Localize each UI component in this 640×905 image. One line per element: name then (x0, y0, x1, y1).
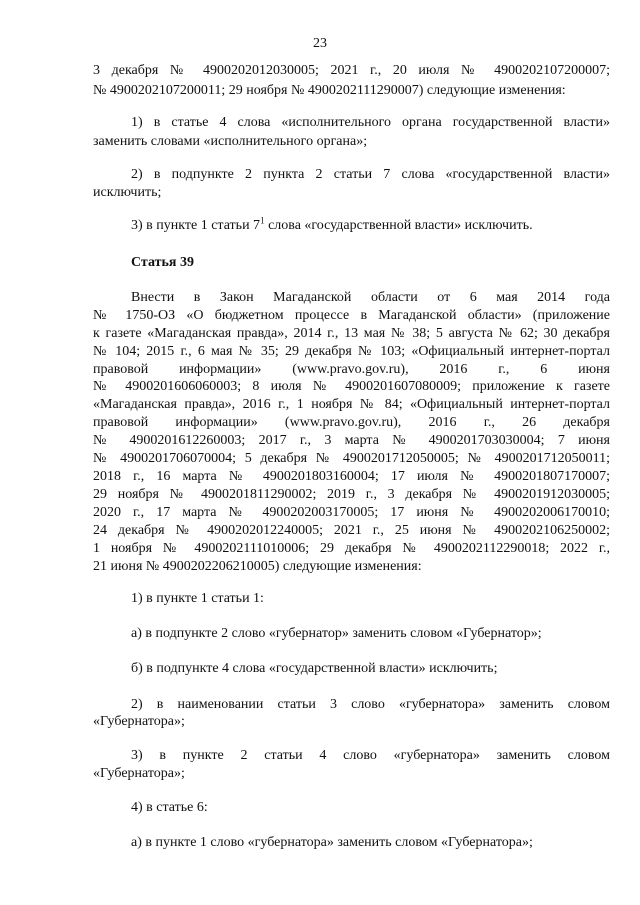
text-line: а) в подпункте 2 слово «губернатор» заменить словом «Губернатор»; (131, 626, 542, 641)
text-line: к газете «Магаданская правда», 2014 г., 13 мая № 38; 5 августа № 62; 30 декабря (93, 326, 610, 341)
text-line: 3) в пункте 2 статьи 4 слово «губернатора» заменить словом (131, 748, 610, 763)
text-line: заменить словами «исполнительного органа»; (93, 134, 368, 149)
superscript: 1 (260, 215, 265, 226)
text-line: б) в подпункте 4 слова «государственной власти» исключить; (131, 661, 498, 676)
text-line: 3 декабря № 4900202012030005; 2021 г., 20 июля № 4900202107200007; (93, 63, 610, 78)
page-number: 23 (313, 36, 327, 51)
text-line: а) в пункте 1 слово «губернатора» заменить словом «Губернатора»; (131, 835, 533, 850)
text-line: 4) в статье 6: (131, 800, 208, 815)
text-line: 2) в наименовании статьи 3 слово «губернатора» заменить словом (131, 697, 610, 712)
text-line: № 4900201606060003; 8 июля № 4900201607080009; приложение к газете (93, 379, 610, 394)
text-fragment: 3) в пункте 1 статьи 7 (131, 218, 261, 233)
text-line: 21 июня № 4900202206210005) следующие изменения: (93, 559, 422, 574)
text-line: 1) в пункте 1 статьи 1: (131, 591, 264, 606)
text-line: исключить; (93, 185, 162, 200)
text-line: «Губернатора»; (93, 714, 185, 729)
text-line: № 4900201612260003; 2017 г., 3 марта № 4900201703030004; 7 июня (93, 433, 610, 448)
text-line: 1 ноября № 4900202111010006; 29 декабря № 4900202112290018; 2022 г., (93, 541, 610, 556)
text-line: «Губернатора»; (93, 766, 185, 781)
text-line: 2) в подпункте 2 пункта 2 статьи 7 слова «государственной власти» (131, 167, 610, 182)
text-line: 2018 г., 16 марта № 4900201803160004; 17 июля № 4900201807170007; (93, 469, 610, 484)
text-line: 1) в статье 4 слова «исполнительного органа государственной власти» (131, 115, 610, 130)
text-line: № 104; 2015 г., 6 мая № 35; 29 декабря № 103; «Официальный интернет-портал (93, 344, 610, 359)
text-line: 2020 г., 17 марта № 4900202003170005; 17 июня № 4900202006170010; (93, 505, 610, 520)
text-line: № 4900202107200011; 29 ноября № 4900202111290007) следующие изменения: (93, 83, 566, 98)
text-line: 24 декабря № 4900202012240005; 2021 г., 25 июня № 4900202106250002; (93, 523, 610, 538)
text-line: правовой информации» (www.pravo.gov.ru), 2016 г., 26 декабря (93, 415, 610, 430)
text-line: 29 ноября № 4900201811290002; 2019 г., 3 декабря № 4900201912030005; (93, 487, 610, 502)
text-line: правовой информации» (www.pravo.gov.ru), 2016 г., 6 июня (93, 362, 610, 377)
text-line: «Магаданская правда», 2016 г., 1 ноября № 84; «Официальный интернет-портал (93, 397, 610, 412)
text-line: № 1750-ОЗ «О бюджетном процессе в Магаданской области» (приложение (93, 308, 610, 323)
text-fragment: слова «государственной власти» исключить. (264, 218, 533, 233)
text-line (131, 215, 610, 234)
text-line: № 4900201706070004; 5 декабря № 4900201712050005; № 4900201712050011; (93, 451, 610, 466)
article-heading: Статья 39 (131, 255, 194, 270)
text-line: Внести в Закон Магаданской области от 6 мая 2014 года (131, 290, 610, 305)
